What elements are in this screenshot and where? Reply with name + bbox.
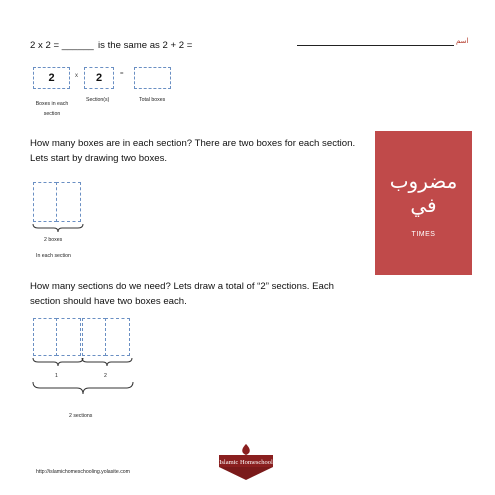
paragraph-boxes: How many boxes are in each section? There are two boxes for each section. Lets start by drawing two boxes.: [30, 138, 356, 164]
label-boxes-in-section: Boxes in each section: [35, 101, 69, 117]
times-card: [375, 131, 472, 275]
total-input-box: [134, 67, 171, 89]
box-1: [33, 182, 57, 222]
label-total-boxes: Total boxes: [139, 97, 166, 103]
sections-value: 2: [95, 72, 103, 84]
name-label: اسم: [456, 37, 469, 45]
footer-url: http://islamichomeschooling.yolasite.com: [36, 469, 130, 475]
card-arabic-title: مضروب في: [389, 169, 458, 217]
times-sign: x: [75, 73, 78, 79]
islamic-homeschool-logo: [213, 443, 279, 481]
equation-left: 2 x 2 = ______: [30, 40, 94, 51]
box-6: [105, 318, 130, 356]
card-english-title: TIMES: [411, 231, 436, 238]
box-2: [56, 182, 81, 222]
label-sections: Section(s): [86, 97, 110, 103]
brace-total: [32, 381, 134, 395]
label-two-sections: 2 sections: [69, 413, 93, 419]
label-group-2: 2: [104, 373, 107, 379]
equals-sign: =: [120, 71, 124, 77]
label-two-boxes: 2 boxes: [44, 237, 63, 243]
boxes-value: 2: [48, 72, 55, 84]
brace-section: [32, 223, 84, 233]
box-5: [82, 318, 106, 356]
label-group-1: 1: [55, 373, 58, 379]
name-line: [297, 45, 454, 46]
sections-input-box: [84, 67, 114, 89]
equation-right: is the same as 2 + 2 =: [98, 40, 193, 51]
boxes-input-box: [33, 67, 70, 89]
brace-group-1: [32, 357, 84, 367]
brace-group-2: [81, 357, 133, 367]
logo-badge-icon: [213, 443, 279, 481]
paragraph-sections: How many sections do we need? Lets draw a total of “2” sections. Each section should have two boxes each.: [30, 281, 334, 307]
box-4: [56, 318, 81, 356]
box-3: [33, 318, 57, 356]
logo-text: Islamic Homeschool: [219, 459, 273, 466]
label-in-each-section: In each section: [36, 253, 71, 259]
